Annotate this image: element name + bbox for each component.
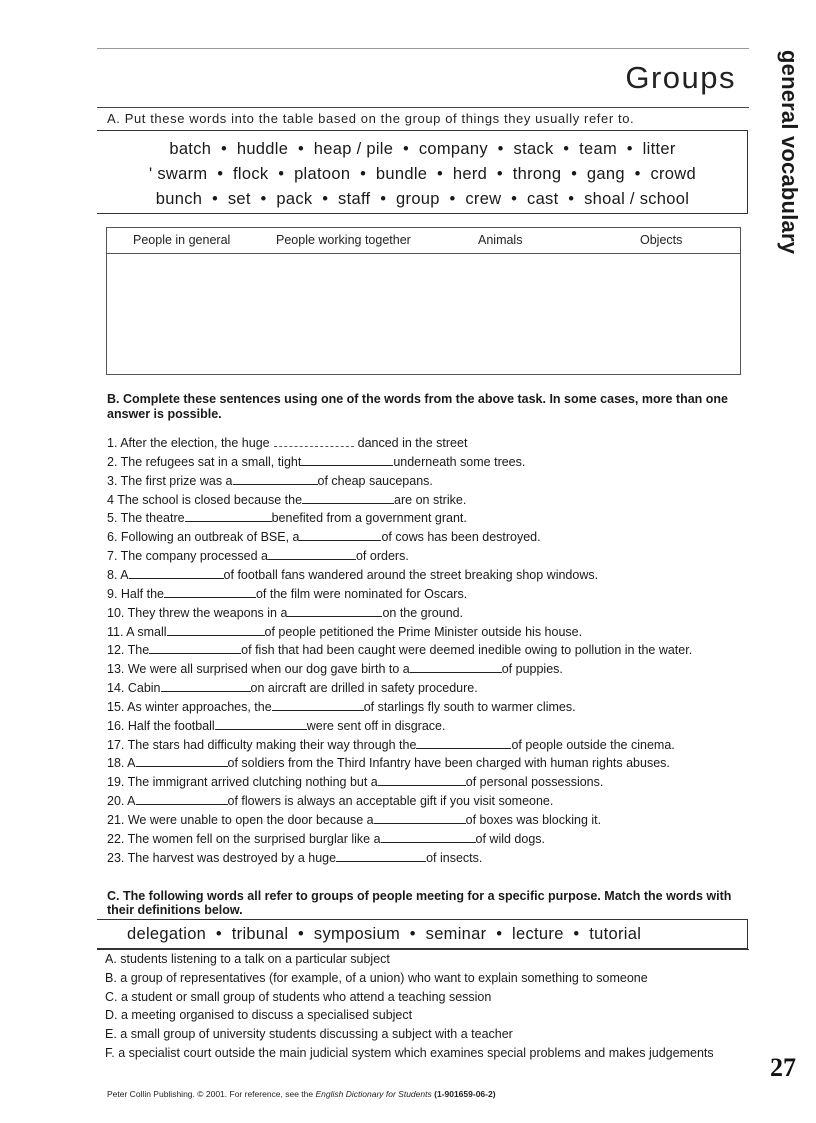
sentence-18 [107, 756, 670, 770]
definition-item: E. a small group of university students discussing a subject with a teacher [105, 1027, 513, 1042]
sentence-text: of fish that had been caught were deemed inedible owing to pollution in the water. [241, 643, 693, 658]
column-header: Objects [640, 233, 683, 247]
sentence-text: 6. Following an outbreak of BSE, a [107, 530, 300, 545]
column-header: Animals [478, 233, 523, 247]
answer-blank[interactable] [378, 775, 466, 786]
sentence-23 [107, 851, 482, 865]
section-a-rule [97, 107, 749, 108]
sentence-text: 14. Cabin [107, 681, 161, 696]
section-c-rule [97, 949, 749, 950]
answer-blank[interactable] [299, 530, 381, 541]
definition-item: C. a student or small group of students who attend a teaching session [105, 989, 492, 1004]
sentence-3 [107, 474, 433, 488]
answer-blank[interactable] [381, 832, 476, 843]
word-line: batch • huddle • heap / pile • company • stack • team • litter [169, 140, 676, 158]
sentence-text: of football fans wandered around the street breaking shop windows. [223, 567, 599, 582]
column-header: People working together [276, 233, 411, 247]
answer-blank[interactable] [302, 493, 394, 504]
sentence-text: 4 The school is closed because the [107, 492, 303, 507]
section-c-instruction: C. The following words all refer to groups of people meeting for a specific purpose. Match the words with their definitions below. [107, 889, 732, 917]
sentence-text: 11. A small [107, 624, 167, 639]
sentence-12 [107, 643, 692, 657]
footer-isbn: (1-901659-06-2) [434, 1089, 496, 1099]
sentence-text: of insects. [426, 850, 483, 865]
sentence-text: 13. We were all surprised when our dog gave birth to a [107, 662, 410, 677]
column-header: People in general [133, 233, 231, 247]
answer-blank[interactable] [268, 549, 356, 560]
sentence-20 [107, 794, 553, 808]
sentence-21 [107, 813, 601, 827]
sentence-13 [107, 662, 563, 676]
page-number: 27 [770, 1053, 796, 1082]
sentence-text: of cows has been destroyed. [381, 530, 541, 545]
sentence-text: 17. The stars had difficulty making their way through the [107, 737, 417, 752]
sentence-10 [107, 606, 463, 620]
sentence-text: 23. The harvest was destroyed by a huge [107, 850, 337, 865]
sentence-text: were sent off in disgrace. [306, 718, 446, 733]
sentence-text: 18. A [107, 756, 136, 771]
sentence-text: 15. As winter approaches, the [107, 699, 272, 714]
side-label-text: general vocabulary [777, 50, 802, 255]
answer-blank[interactable] [129, 568, 224, 579]
answer-blank[interactable] [410, 662, 502, 673]
section-a-instruction: A. Put these words into the table based on the group of things they usually refer to. [107, 111, 635, 126]
sentence-text: underneath some trees. [393, 454, 526, 469]
answer-blank[interactable] [149, 643, 241, 654]
answer-blank[interactable] [167, 625, 265, 636]
meeting-words-box [97, 919, 748, 949]
sentence-14 [107, 681, 478, 695]
sentence-text: of personal possessions. [465, 775, 604, 790]
sentence-text: of soldiers from the Third Infantry have been charged with human rights abuses. [227, 756, 670, 771]
sentence-text: of puppies. [501, 662, 563, 677]
sentence-text: 3. The first prize was a [107, 473, 233, 488]
answer-blank[interactable] [215, 719, 307, 730]
sentence-11 [107, 625, 582, 639]
top-rule [97, 48, 749, 49]
answer-blank[interactable] [136, 756, 228, 767]
answer-blank[interactable] [233, 474, 318, 485]
sentence-6 [107, 530, 541, 544]
sentence-text: 8. A [107, 567, 129, 582]
answer-blank[interactable] [416, 738, 511, 749]
sentence-text: of people outside the cinema. [511, 737, 675, 752]
sentence-7 [107, 549, 409, 563]
sentence-text: 5. The theatre [107, 511, 185, 526]
sentence-text: 10. They threw the weapons in a [107, 605, 288, 620]
sentence-text: of wild dogs. [475, 831, 546, 846]
sentence-19 [107, 775, 603, 789]
sentence-text: 12. The [107, 643, 150, 658]
sentence-5 [107, 511, 467, 525]
sentence-2 [107, 455, 525, 469]
definition-item: D. a meeting organised to discuss a specialised subject [105, 1008, 413, 1023]
answer-blank[interactable] [164, 587, 256, 598]
answer-blank[interactable] [272, 700, 364, 711]
meeting-words: delegation • tribunal • symposium • seminar • lecture • tutorial [127, 925, 642, 943]
sentence-text: of people petitioned the Prime Minister outside his house. [264, 624, 583, 639]
answer-blank[interactable] [274, 436, 354, 447]
sentence-16 [107, 719, 445, 733]
page-title: Groups [625, 60, 736, 95]
sentence-text: danced in the street [357, 436, 468, 450]
sentence-text: 7. The company processed a [107, 549, 268, 564]
sentence-text: of the film were nominated for Oscars. [255, 586, 468, 601]
section-b-instruction: B. Complete these sentences using one of the words from the above task. In some cases, more than one answer is possible. [107, 392, 728, 421]
sentence-text: 2. The refugees sat in a small, tight [107, 454, 302, 469]
word-box [97, 130, 748, 214]
answer-blank[interactable] [161, 681, 251, 692]
sentence-4 [107, 493, 466, 507]
answer-blank[interactable] [336, 851, 426, 862]
word-line: ' swarm • flock • platoon • bundle • herd • throng • gang • crowd [149, 165, 696, 183]
definition-item: A. students listening to a talk on a particular subject [105, 952, 390, 966]
sentence-text: are on strike. [394, 492, 467, 507]
sentence-8 [107, 568, 598, 582]
sentence-text: of boxes was blocking it. [465, 813, 602, 827]
table-header [107, 228, 740, 254]
footer-book-title: English Dictionary for Students [315, 1089, 432, 1099]
definition-item: B. a group of representatives (for example, of a union) who want to explain something to someone [105, 970, 648, 985]
footer [107, 1089, 496, 1099]
answer-blank[interactable] [136, 794, 228, 805]
footer-prefix: Peter Collin Publishing. © 2001. For reference, see the [107, 1089, 316, 1099]
answer-blank[interactable] [185, 511, 272, 522]
sentence-text: 9. Half the [107, 586, 164, 601]
answer-blank[interactable] [287, 606, 382, 617]
word-line: bunch • set • pack • staff • group • crew • cast • shoal / school [155, 190, 690, 208]
sentence-9 [107, 587, 467, 601]
sentence-text: 20. A [107, 794, 136, 809]
sentence-text: benefited from a government grant. [271, 511, 467, 526]
sentence-text: of flowers is always an acceptable gift if you visit someone. [227, 794, 554, 809]
sentence-text: on the ground. [382, 605, 464, 620]
sentence-text: 19. The immigrant arrived clutching nothing but a [107, 775, 378, 790]
sentence-text: 22. The women fell on the surprised burglar like a [107, 831, 381, 846]
sentence-text: of starlings fly south to warmer climes. [363, 699, 576, 714]
sentence-1 [107, 436, 467, 450]
sentence-text: on aircraft are drilled in safety procedure. [250, 681, 478, 696]
definition-item: F. a specialist court outside the main judicial system which examines special problems and makes judgements [105, 1046, 714, 1060]
sentence-text: of cheap saucepans. [317, 473, 433, 488]
sentence-text: 1. After the election, the huge [107, 436, 270, 450]
sentence-text: of orders. [355, 549, 409, 564]
sentence-17 [107, 738, 675, 752]
side-label [772, 50, 802, 280]
answer-blank[interactable] [374, 813, 466, 824]
sentence-text: 21. We were unable to open the door because a [107, 813, 374, 827]
sentence-15 [107, 700, 576, 714]
sentence-text: 16. Half the football [107, 718, 215, 733]
sentence-22 [107, 832, 545, 846]
answer-blank[interactable] [301, 455, 393, 466]
sorting-table[interactable] [106, 227, 741, 375]
